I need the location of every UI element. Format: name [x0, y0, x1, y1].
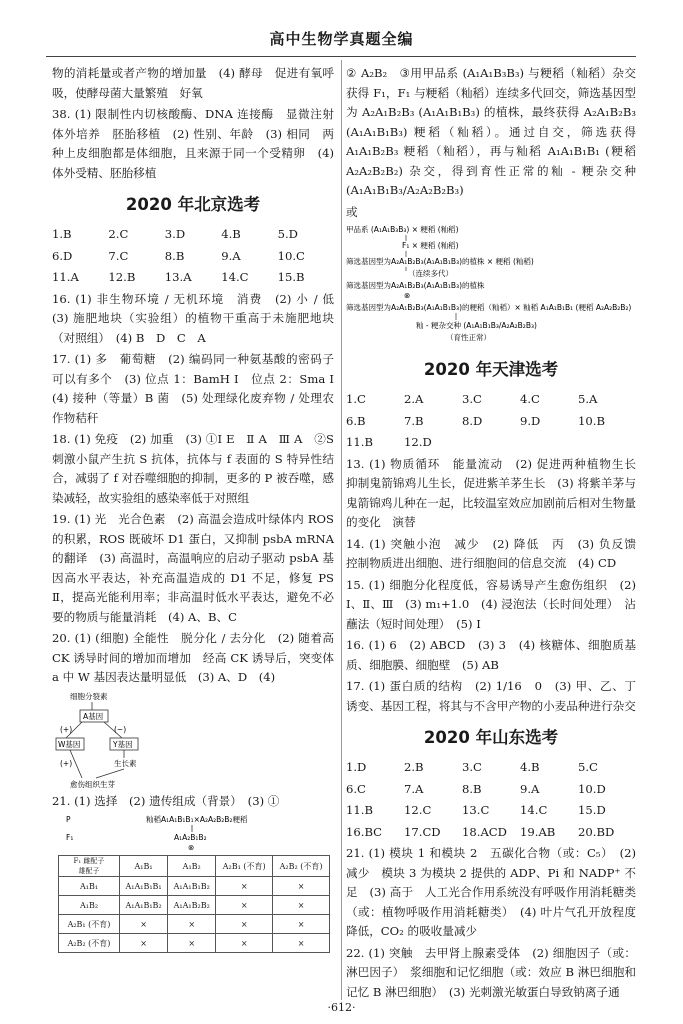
mc-answer: 1.D: [346, 760, 367, 774]
mc-answer: 10.C: [277, 248, 305, 263]
answer-20: 20. (1) (细胞) 全能性 脱分化 / 去分化 (2) 随着高 CK 诱导时间的增加而增加 经高 CK 诱导后，突变体 a 中 W 基因表达量明显低 (3) A、D (4): [52, 631, 334, 684]
mc-answer: 9.A: [221, 248, 241, 263]
mc-answer: 9.D: [520, 413, 541, 428]
flow-step: （育性正常）: [446, 333, 491, 342]
or-label: 或: [346, 204, 358, 219]
punnett-col-header: A₂B₂ (不育): [273, 856, 330, 877]
punnett-cell: ×: [273, 896, 330, 915]
cross-f1-genotype: A₁A₂B₁B₂: [174, 833, 207, 842]
flow-step: 甲品系 (A₁A₁B₃B₃) × 粳稻 (籼稻): [346, 225, 459, 234]
header-rule: [46, 56, 636, 57]
mc-answer: 10.B: [578, 413, 605, 428]
cross-p: P: [66, 815, 71, 824]
section-title-tianjin: 2020 年天津选考: [423, 360, 559, 379]
answer-16: 16. (1) 6 (2) ABCD (3) 3 (4) 核糖体、细胞质基质、细胞膜、细胞壁 (5) AB: [346, 638, 636, 672]
mc-answer: 8.B: [164, 248, 185, 263]
page-number: ·612·: [327, 1001, 356, 1014]
beijing-mc-grid: [52, 225, 334, 288]
mc-answer: 15.B: [277, 270, 305, 284]
mc-answer: 3.C: [462, 760, 482, 774]
mc-answer: 3.D: [164, 227, 186, 241]
answer-14: 14. (1) 突触小泡 减少 (2) 降低 丙 (3) 负反馈 控制物质进出细胞、进行细胞间的信息交流 (4) CD: [346, 536, 648, 570]
mc-answer: 3.C: [462, 392, 482, 406]
diagram-plus-2: (+): [60, 758, 73, 768]
diagram-plus-1: (+): [60, 724, 73, 734]
answer-17: 17. (1) 蛋白质的结构 (2) 1/16 0 (3) 甲、乙、丁 诱变、基因工程，将其与不含甲产物的小麦品种进行杂交: [346, 679, 648, 713]
punnett-cell: ×: [216, 915, 273, 934]
punnett-row: [59, 877, 330, 896]
mc-answer: 4.B: [520, 760, 540, 774]
mc-answer: 6.C: [346, 781, 366, 796]
mc-answer: 6.B: [346, 413, 366, 428]
flow-step: F₁ × 粳稻 (籼稻): [402, 241, 459, 250]
cross-diagram: [52, 813, 332, 853]
intro-text: 物的消耗量或者产物的增加量 (4) 酵母 促进有氧呼吸，使酵母菌大量繁殖 好氧: [52, 66, 334, 100]
mc-answer: 20.BD: [578, 824, 615, 839]
flow-step: 籼 - 粳杂交种 (A₁A₁B₁B₃/A₂A₂B₂B₃): [416, 321, 537, 330]
flow-step: 筛选基因型为A₂A₁B₂B₃(A₁A₁B₁B₃)的粳稻（籼稻）× 籼稻 A₁A₁B₁B₁ (粳稻 A₂A₂B₂B₂): [346, 303, 632, 312]
shandong-mc-grid: [346, 758, 636, 842]
answer-21: 21. (1) 选择 (2) 遗传组成（背景） (3) ①: [52, 793, 280, 808]
mc-answer: 5.C: [578, 760, 598, 774]
answer-38: 38. (1) 限制性内切核酸酶、DNA 连接酶 显微注射 体外培养 胚胎移植 (2) 性别、年龄 (3) 相同 两种上皮细胞都是体细胞，且来源于同一个受精卵 (4) 体外受精、胚胎移植: [52, 107, 346, 180]
mc-answer: 5.D: [277, 227, 298, 241]
punnett-corner: [59, 856, 120, 877]
punnett-cell: ×: [273, 934, 330, 953]
mc-answer: 2.C: [108, 227, 129, 241]
punnett-col-header: A₁B₂: [168, 856, 216, 877]
punnett-cell: ×: [216, 896, 273, 915]
diagram-gene-a: A基因: [83, 711, 104, 721]
mc-answer: 17.CD: [404, 824, 441, 839]
punnett-cell: ×: [273, 877, 330, 896]
mc-answer: 9.A: [520, 781, 540, 796]
mc-answer: 13.C: [462, 803, 490, 817]
flow-step: （连续多代）: [408, 269, 453, 278]
regulation-diagram: [52, 690, 252, 790]
cross-f1-label: F₁: [66, 833, 74, 842]
mc-answer: 18.ACD: [462, 824, 507, 839]
mc-answer: 7.A: [404, 781, 424, 796]
corner-female: F₁ 雌配子: [73, 857, 105, 865]
section-title-beijing: 2020 年北京选考: [125, 195, 261, 214]
mc-answer: 8.B: [462, 781, 482, 796]
punnett-cell: A₁A₁B₁B₂: [120, 896, 168, 915]
mc-answer: 12.B: [108, 270, 136, 284]
punnett-cell: ×: [273, 915, 330, 934]
cross-parents: 籼稻A₁A₁B₁B₁×A₂A₂B₂B₂粳稻: [146, 815, 248, 824]
punnett-cell: A₁A₁B₁B₁: [120, 877, 168, 896]
punnett-cell: ×: [168, 934, 216, 953]
punnett-cell: ×: [120, 934, 168, 953]
diagram-auxin: 生长素: [114, 758, 137, 768]
punnett-row: [59, 915, 330, 934]
breeding-flowchart: [346, 224, 636, 348]
punnett-cell: ×: [216, 877, 273, 896]
mc-answer: 10.D: [578, 781, 606, 796]
right-column: [346, 64, 648, 1004]
flow-step: ⊗: [404, 291, 411, 300]
diagram-minus-1: (−): [114, 724, 127, 734]
answer-19: 19. (1) 光 光合色素 (2) 高温会造成叶绿体内 ROS 的积累，ROS 既破坏 D1 蛋白，又抑制 psbA mRNA 的翻译 (3) 高温时，高温响应的启动子驱动 psbA 基因高水平表达，补充高温造成的 D1 不足，修复 PS Ⅱ，提高光能利用率；非高温时低水平表达，避免不必要的物质与能量消耗 (4) A、B、C: [52, 512, 334, 624]
mc-answer: 14.C: [221, 270, 249, 284]
answer-17: 17. (1) 多 葡萄糖 (2) 编码同一种氨基酸的密码子可以有多个 (3) 位点 1：BamH Ⅰ 位点 2：Sma Ⅰ (4) 接种（等量）B 菌 (5) 处理绿化废弃物 / 处理农作物秸秆: [52, 352, 346, 425]
answer-22-shandong: 22. (1) 突触 去甲肾上腺素受体 (2) 细胞因子（或：淋巴因子） 浆细胞和记忆细胞（或：效应 B 淋巴细胞和记忆 B 淋巴细胞） (3) 光刺激光敏蛋白导致钠离子通: [346, 945, 636, 999]
mc-answer: 7.B: [404, 413, 424, 428]
answer-13: 13. (1) 物质循环 能量流动 (2) 促进两种植物生长 抑制鬼箭锦鸡儿生长，促进紫羊茅生长 (3) 将紫羊茅与鬼箭锦鸡儿种在一起，比较温室效应加剧前后相对生物量的变化 演替: [346, 456, 648, 529]
answer-21-continued: ② A₂B₂ ③用甲品系 (A₁A₁B₃B₃) 与粳稻（籼稻）杂交获得 F₁，F₁ 与粳稻（籼稻）连续多代回交，筛选基因型为 A₂A₁B₂B₃ (A₁A₁B₁B₃) 的植株，最终获得 A₂A₁B₂B₃ (A₁A₁B₁B₃) 粳稻（籼稻）。通过自交，筛选获得 A₁A₁B₂B₃ 粳稻（籼稻），再与籼稻 A₁A₁B₁B₁ (粳稻 A₂A₂B₂B₂) 杂交，得到育性正常的籼 - 粳杂交种 (A₁A₁B₁B₃/A₂A₂B₂B₃): [346, 66, 636, 197]
left-column: [52, 64, 346, 953]
answer-21-shandong: 21. (1) 模块 1 和模块 2 五碳化合物（或：C₅） (2) 减少 模块 3 为模块 2 提供的 ADP、Pi 和 NADP⁺ 不足 (3) 高于 人工光合作用系统没有呼吸作用消耗糖类（或：植物呼吸作用消耗糖类） (4) 叶片气孔开放程度降低，CO₂ 的吸收量减少: [346, 846, 636, 938]
mc-answer: 8.D: [462, 413, 483, 428]
punnett-cell: ×: [168, 915, 216, 934]
mc-answer: 16.BC: [346, 824, 383, 839]
diagram-cytokinin: 细胞分裂素: [70, 691, 108, 701]
punnett-row-header: A₁B₂: [59, 896, 120, 915]
punnett-cell: A₁A₁B₁B₂: [168, 877, 216, 896]
punnett-cell: A₁A₁B₂B₂: [168, 896, 216, 915]
mc-answer: 15.D: [578, 803, 606, 817]
diagram-gene-w: W基因: [58, 739, 81, 749]
punnett-square: [58, 855, 330, 953]
mc-answer: 19.AB: [520, 824, 556, 839]
punnett-col-header: A₁B₁: [120, 856, 168, 877]
mc-answer: 4.B: [221, 227, 241, 241]
mc-answer: 2.A: [404, 392, 424, 406]
flow-step: 筛选基因型为A₂A₁B₂B₃(A₁A₁B₁B₃)的植株 × 粳稻 (籼稻): [346, 257, 534, 266]
mc-answer: 11.B: [346, 435, 373, 449]
mc-answer: 5.A: [578, 392, 598, 406]
mc-answer: 7.C: [108, 248, 129, 263]
answer-16: 16. (1) 非生物环境 / 无机环境 消费 (2) 小 / 低 (3) 施肥地块（实验组）的植物干重高于未施肥地块（对照组） (4) B D C A: [52, 291, 346, 345]
mc-answer: 1.B: [52, 227, 72, 241]
page-header: 高中生物学真题全编: [269, 30, 414, 48]
mc-answer: 12.D: [404, 435, 432, 449]
mc-answer: 12.C: [404, 803, 432, 817]
mc-answer: 4.C: [520, 392, 540, 406]
punnett-row-header: A₁B₁: [59, 877, 120, 896]
cross-self-symbol: ⊗: [188, 843, 195, 852]
punnett-cell: ×: [120, 915, 168, 934]
tianjin-mc-grid: [346, 390, 636, 453]
diagram-gene-y: Y基因: [113, 739, 133, 749]
punnett-row-header: A₂B₁ (不育): [59, 915, 120, 934]
answer-18: 18. (1) 免疫 (2) 加重 (3) ①Ⅰ E Ⅱ A Ⅲ A ②S 刺激小鼠产生抗 S 抗体，抗体与 f 表面的 S 特异性结合，减弱了 f 对吞噬细胞的抑制，更多的 P 被吞噬，感染减轻，故实验组的感染率低于对照组: [52, 432, 334, 505]
punnett-row: [59, 896, 330, 915]
corner-male: 雄配子: [78, 867, 100, 875]
diagram-shoot: 愈伤组织生芽: [70, 779, 115, 789]
mc-answer: 1.C: [346, 392, 366, 406]
punnett-row-header: A₂B₂ (不育): [59, 934, 120, 953]
punnett-col-header: A₂B₁ (不育): [216, 856, 273, 877]
flow-step: 筛选基因型为A₂A₁B₂B₃(A₁A₁B₁B₃)的植株: [346, 281, 485, 290]
mc-answer: 2.B: [404, 760, 424, 774]
mc-answer: 6.D: [52, 248, 73, 263]
punnett-cell: ×: [216, 934, 273, 953]
mc-answer: 11.A: [52, 270, 79, 284]
mc-answer: 11.B: [346, 803, 373, 817]
mc-answer: 13.A: [164, 270, 192, 284]
column-divider: [341, 60, 342, 1000]
mc-answer: 14.C: [520, 803, 548, 817]
punnett-row: [59, 934, 330, 953]
section-title-shandong: 2020 年山东选考: [423, 728, 559, 747]
answer-15: 15. (1) 细胞分化程度低，容易诱导产生愈伤组织 (2) Ⅰ、Ⅱ、Ⅲ (3) m₁+1.0 (4) 浸泡法（长时间处理） 沾蘸法（短时间处理） (5) Ⅰ: [346, 577, 636, 631]
